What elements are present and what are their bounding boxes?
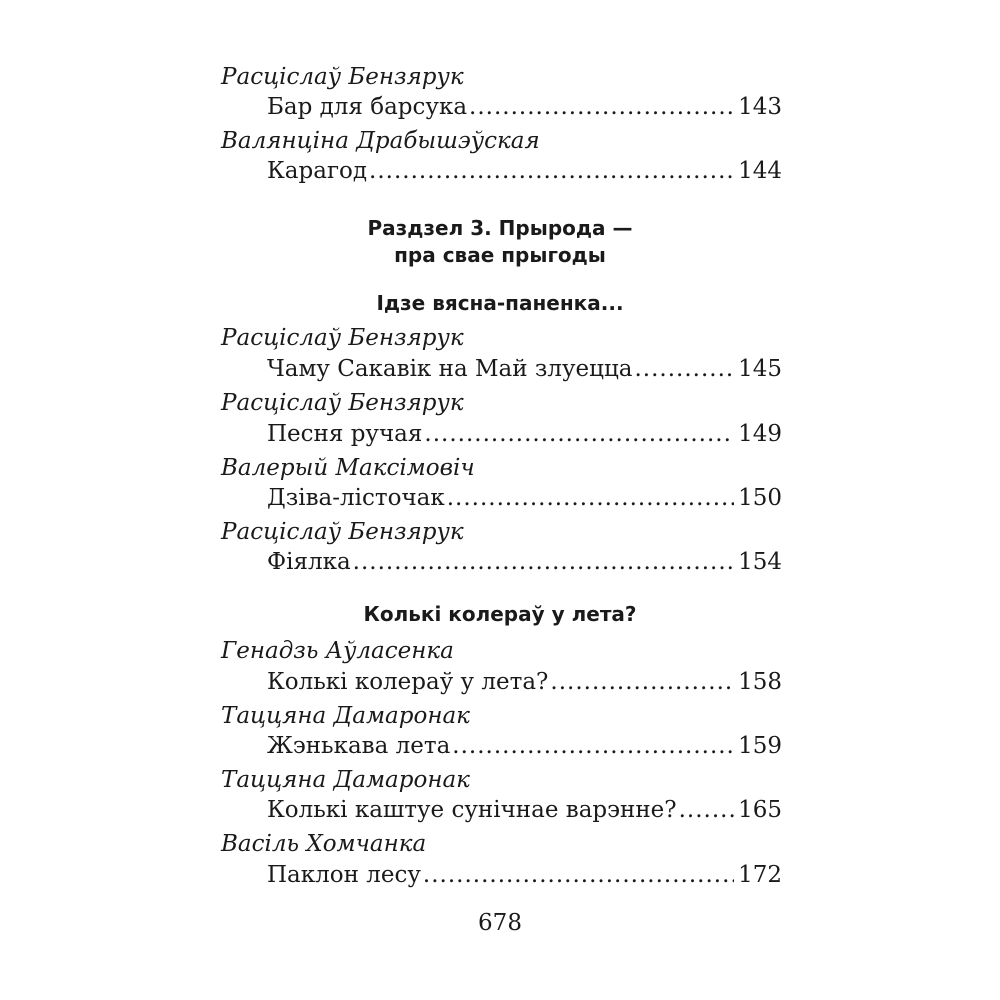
toc-entry-page: 145 <box>738 356 782 382</box>
toc-entry <box>267 484 782 512</box>
toc-entry <box>267 355 782 383</box>
subsection-heading: Колькі колераў у лета? <box>363 602 637 626</box>
toc-entry-page: 165 <box>738 797 782 823</box>
toc-entry-title: Дзіва-лісточак <box>267 485 445 511</box>
page-number: 678 <box>478 910 522 936</box>
dot-leader <box>452 732 734 760</box>
toc-author: Таццяна Дамаронак <box>221 703 470 729</box>
toc-entry-title: Паклон лесу <box>267 862 421 888</box>
toc-author: Генадзь Аўласенка <box>221 638 454 664</box>
dot-leader <box>423 861 734 889</box>
toc-entry <box>267 157 782 185</box>
toc-entry <box>267 732 782 760</box>
toc-entry-title: Карагод <box>267 158 368 184</box>
toc-entry-title: Колькі колераў у лета? <box>267 669 549 695</box>
toc-entry-page: 144 <box>738 158 782 184</box>
toc-entry-page: 143 <box>738 94 782 120</box>
dot-leader <box>550 668 734 696</box>
section-heading-line2: пра свае прыгоды <box>394 243 606 267</box>
toc-author: Расціслаў Бензярук <box>221 390 464 416</box>
dot-leader <box>369 157 734 185</box>
toc-entry-page: 150 <box>738 485 782 511</box>
toc-entry <box>267 93 782 121</box>
toc-entry-page: 158 <box>738 669 782 695</box>
toc-entry <box>267 796 782 824</box>
dot-leader <box>679 796 734 824</box>
toc-entry-title: Песня ручая <box>267 421 423 447</box>
toc-entry-title: Жэнькава лета <box>267 733 451 759</box>
toc-entry <box>267 548 782 576</box>
toc-entry-title: Фіялка <box>267 549 351 575</box>
toc-author: Расціслаў Бензярук <box>221 64 464 90</box>
dot-leader <box>424 420 734 448</box>
toc-entry-title: Чаму Сакавік на Май злуецца <box>267 356 633 382</box>
toc-entry <box>267 861 782 889</box>
toc-author: Валянціна Драбышэўская <box>221 128 540 154</box>
toc-author: Таццяна Дамаронак <box>221 767 470 793</box>
dot-leader <box>634 355 734 383</box>
toc-entry <box>267 668 782 696</box>
toc-entry-title: Бар для барсука <box>267 94 468 120</box>
subsection-heading: Ідзе вясна-паненка... <box>376 291 624 315</box>
toc-entry-page: 159 <box>738 733 782 759</box>
toc-entry <box>267 420 782 448</box>
dot-leader <box>353 548 734 576</box>
dot-leader <box>447 484 734 512</box>
toc-author: Васіль Хомчанка <box>221 831 427 857</box>
toc-author: Расціслаў Бензярук <box>221 325 464 351</box>
toc-entry-title: Колькі каштуе сунічнае варэнне? <box>267 797 677 823</box>
toc-entry-page: 149 <box>738 421 782 447</box>
toc-entry-page: 172 <box>738 862 782 888</box>
dot-leader <box>469 93 734 121</box>
toc-author: Расціслаў Бензярук <box>221 519 464 545</box>
section-heading-line1: Раздзел 3. Прырода — <box>367 216 633 240</box>
toc-entry-page: 154 <box>738 549 782 575</box>
toc-author: Валерый Максімовіч <box>221 455 475 481</box>
